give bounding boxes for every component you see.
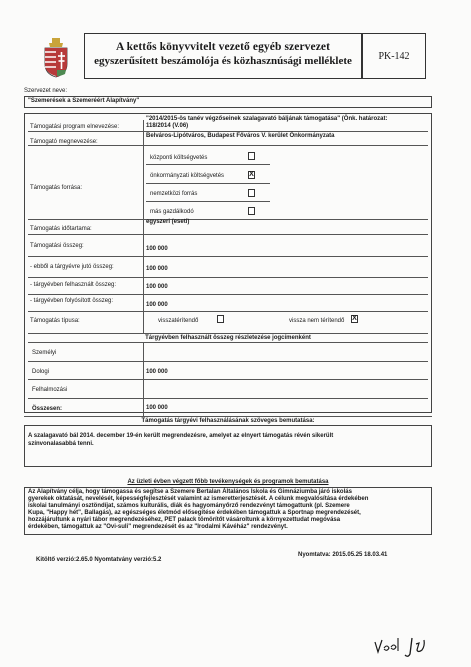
form-title-line2: egyszerűsített beszámolója és közhasznúsági melléklete [94,55,352,67]
type-label: Támogatás típusa: [30,318,80,324]
activities-line: Kupa, "Happy hét", Ballagás), az egészséges életmód elősegítése érdekében támogattuk a Sportnap megrendezését, [28,510,361,516]
breakdown-personal-label: Személyi [32,350,57,356]
type-nonrefundable-label: vissza nem térítendő [289,318,345,324]
form-title-box [84,33,362,79]
footer-version: Kitöltő verzió:2.65.0 Nyomtatvány verzió:5.2 [36,557,162,563]
source-other-checkbox[interactable] [248,207,255,215]
program-value-line2: 118/2014 (V.06) [146,123,189,129]
paid-value: 100 000 [146,302,168,308]
amount-label: Támogatási összeg: [30,243,84,249]
breakdown-material-value: 100 000 [146,369,168,375]
handwritten-signature-icon [372,634,442,660]
used-label: - tárgyévben felhasznált összeg: [30,282,117,288]
source-other-label: más gazdálkodó [150,209,194,215]
narrative-line1: A szalagavató bál 2014. december 19-én került megrendezésre, amelyet az elnyert támogatás révén sikerült [28,433,334,439]
source-label: Támogatás forrása: [30,185,83,191]
source-municipal-label: önkormányzati költségvetés [150,173,225,179]
breakdown-title: Tárgyévben felhasznált összeg részletezése jogcímenként [145,335,311,341]
activities-line: Az Alapítvány célja, hogy támogassa és segítse a Szemere Bertalan Általános Iskola és Gimnáziumba járó iskolás [28,489,352,495]
source-international-label: nemzetközi forrás [150,191,198,197]
activities-line: iskolai tanulmányi osztöndíjat, számos kulturális, diák és hagyományőrző rendezvényt támogattunk (pl. Szemere [28,503,350,509]
org-name-value: "Szemerések a Szemeréért Alapítvány" [28,98,140,104]
narrative-line2: színvonalasabbá tenni. [28,441,94,447]
breakdown-total-label: Összesen: [32,406,63,412]
support-section [24,113,432,413]
used-value: 100 000 [146,284,168,290]
duration-value: egyszeri (eseti) [146,219,190,225]
source-international-checkbox[interactable] [248,189,255,197]
activities-line: hozzájárultunk a nyári tábor megrendezéséhez, PET palack tömörítőt vásároltunk a környezettudat megóvása [28,517,341,523]
activities-line: érdekében, támogattuk az "Ovi-suli" megrendezését és az "Irodalmi Kávéház" rendezvényt. [28,524,288,530]
supporter-label: Támogató megnevezése: [30,139,98,145]
duration-label: Támogatás időtartama: [30,226,92,232]
this-year-label: - ebből a tárgyévre jutó összeg: [30,264,114,270]
paid-label: - tárgyévben folyósított összeg: [30,298,114,304]
this-year-value: 100 000 [146,266,168,272]
narrative-title: Támogatás tárgyévi felhasználásának szöveges bemutatása: [141,418,315,424]
source-municipal-checkbox[interactable]: X [249,171,254,178]
type-refundable-checkbox[interactable] [217,315,224,323]
activities-line: gyerekek oktatását, nevelését, képességfejlesztését valamint az ismeretterjesztését. A célunk megvalósítása érdekében [28,496,369,502]
source-central-checkbox[interactable] [248,152,255,160]
form-code: PK-142 [362,33,426,79]
activities-title: Az üzleti évben végzett főbb tevékenységek és programok bemutatása [127,479,329,485]
supporter-value: Belváros-Lipótváros, Budapest Főváros V. kerület Önkormányzata [146,133,335,139]
coat-of-arms-icon [43,38,69,78]
breakdown-capital-label: Felhalmozási [32,387,68,393]
type-nonrefundable-checkbox[interactable]: X [352,315,357,322]
type-refundable-label: visszatérítendő [158,318,199,324]
amount-value: 100 000 [146,246,168,252]
program-label: Támogatási program elnevezése: [30,124,120,130]
breakdown-total-value: 100 000 [146,405,168,411]
org-name-label: Szervezet neve: [24,88,68,94]
form-title-line1: A kettős könyvvitelt vezető egyéb szervezet [115,41,331,53]
breakdown-material-label: Dologi [32,369,50,375]
program-value-line1: "2014/2015-ös tanév végzőseinek szalagavató báljának támogatása" (Önk. határozat: [146,116,388,122]
footer-printed: Nyomtatva: 2015.05.25 18.03.41 [298,552,388,558]
source-central-label: központi költségvetés [150,155,208,161]
